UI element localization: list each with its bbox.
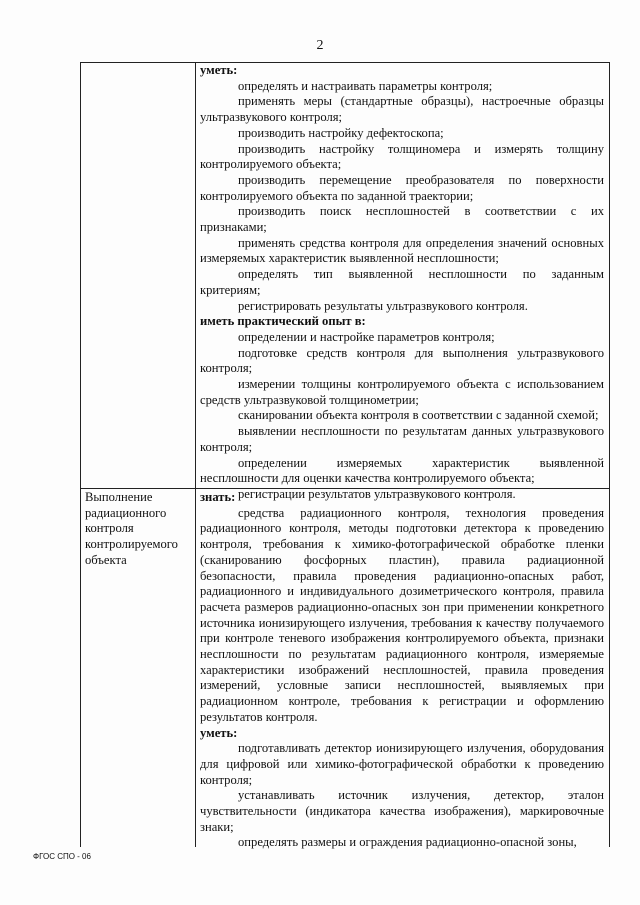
row2-left-label: Выполнение радиационного контроля контролируемого объекта (85, 490, 178, 567)
competency-table (80, 62, 610, 850)
list-item: определении и настройке параметров контроля; (238, 329, 495, 344)
list-item: сканировании объекта контроля в соответствии с заданной схемой; (238, 408, 599, 423)
list-item: подготавливать детектор ионизирующего излучения, оборудования для цифровой или химико-фотографической обработки к проведению контроля; (200, 741, 604, 787)
list-item: производить настройку дефектоскопа; (238, 125, 444, 140)
list-item: устанавливать источник излучения, детектор, эталон чувствительности (индикатора качества изображения), маркировочные знаки; (200, 788, 604, 834)
list-item: подготовке средств контроля для выполнения ультразвукового контроля; (200, 345, 604, 376)
section-heading-umet: уметь: (200, 63, 238, 77)
list-item: производить настройку толщиномера и измерять толщину контролируемого объекта; (200, 141, 604, 172)
list-item: выявлении несплошности по результатам данных ультразвукового контроля; (200, 424, 604, 454)
list-item: измерении толщины контролируемого объекта с использованием средств ультразвуковой толщинометрии; (200, 377, 604, 407)
list-item: определении измеряемых характеристик выявленной несплошности для оценки качества контролируемого объекта; (200, 455, 604, 486)
list-item: применять меры (стандартные образцы), настроечные образцы ультразвукового контроля; (200, 94, 604, 125)
list-item: определять размеры и ограждения радиационно-опасной зоны, (238, 835, 577, 850)
table-right-border (609, 62, 610, 847)
row1-content (200, 63, 604, 503)
section-heading-opyt: иметь практический опыт в: (200, 314, 366, 329)
list-item: регистрации результатов ультразвукового контроля. (238, 486, 516, 501)
list-item: регистрировать результаты ультразвукового контроля. (238, 298, 528, 313)
section-heading-znat: знать: (200, 490, 236, 504)
list-item: определять тип выявленной несплошности по заданным критериям; (200, 267, 604, 297)
paragraph-znat: средства радиационного контроля, технология проведения радиационного контроля, методы подготовки детектора к проведению контроля, требования к химико-фотографической обработке пленки (сканированию фосфорных пластин), правила радиационной безопасности, правила проведения радиационно-опасных работ, радиационного и индивидуального дозиметрического контроля, правила расчета размеров радиационно-опасных зон при применении конкретного источника ионизирующего излучения, требования к качеству получаемого при контроле теневого изображения контролируемого объекта, признаки несплошности по результатам радиационного контроля, измеряемые характеристики изображений несплошностей, правила проведения измерений, условные записи несплошностей, выявляемых при радиационном контроле, требования к регистрации и оформлению результатов контроля. (200, 505, 604, 724)
list-item: применять средства контроля для определения значений основных измеряемых характеристик выявленной несплошности; (200, 235, 604, 266)
list-item: производить перемещение преобразователя по поверхности контролируемого объекта по заданной траектории; (200, 172, 604, 203)
table-column-divider (195, 62, 196, 847)
section-heading-umet: уметь: (200, 725, 238, 740)
list-item: производить поиск несплошностей в соответствии с их признаками; (200, 204, 604, 235)
row2-content (200, 490, 604, 851)
footer-standard-code: ФГОС СПО - 06 (33, 852, 91, 861)
page-number: 2 (316, 38, 324, 53)
table-left-border (80, 62, 81, 847)
list-item: определять и настраивать параметры контроля; (238, 78, 493, 93)
